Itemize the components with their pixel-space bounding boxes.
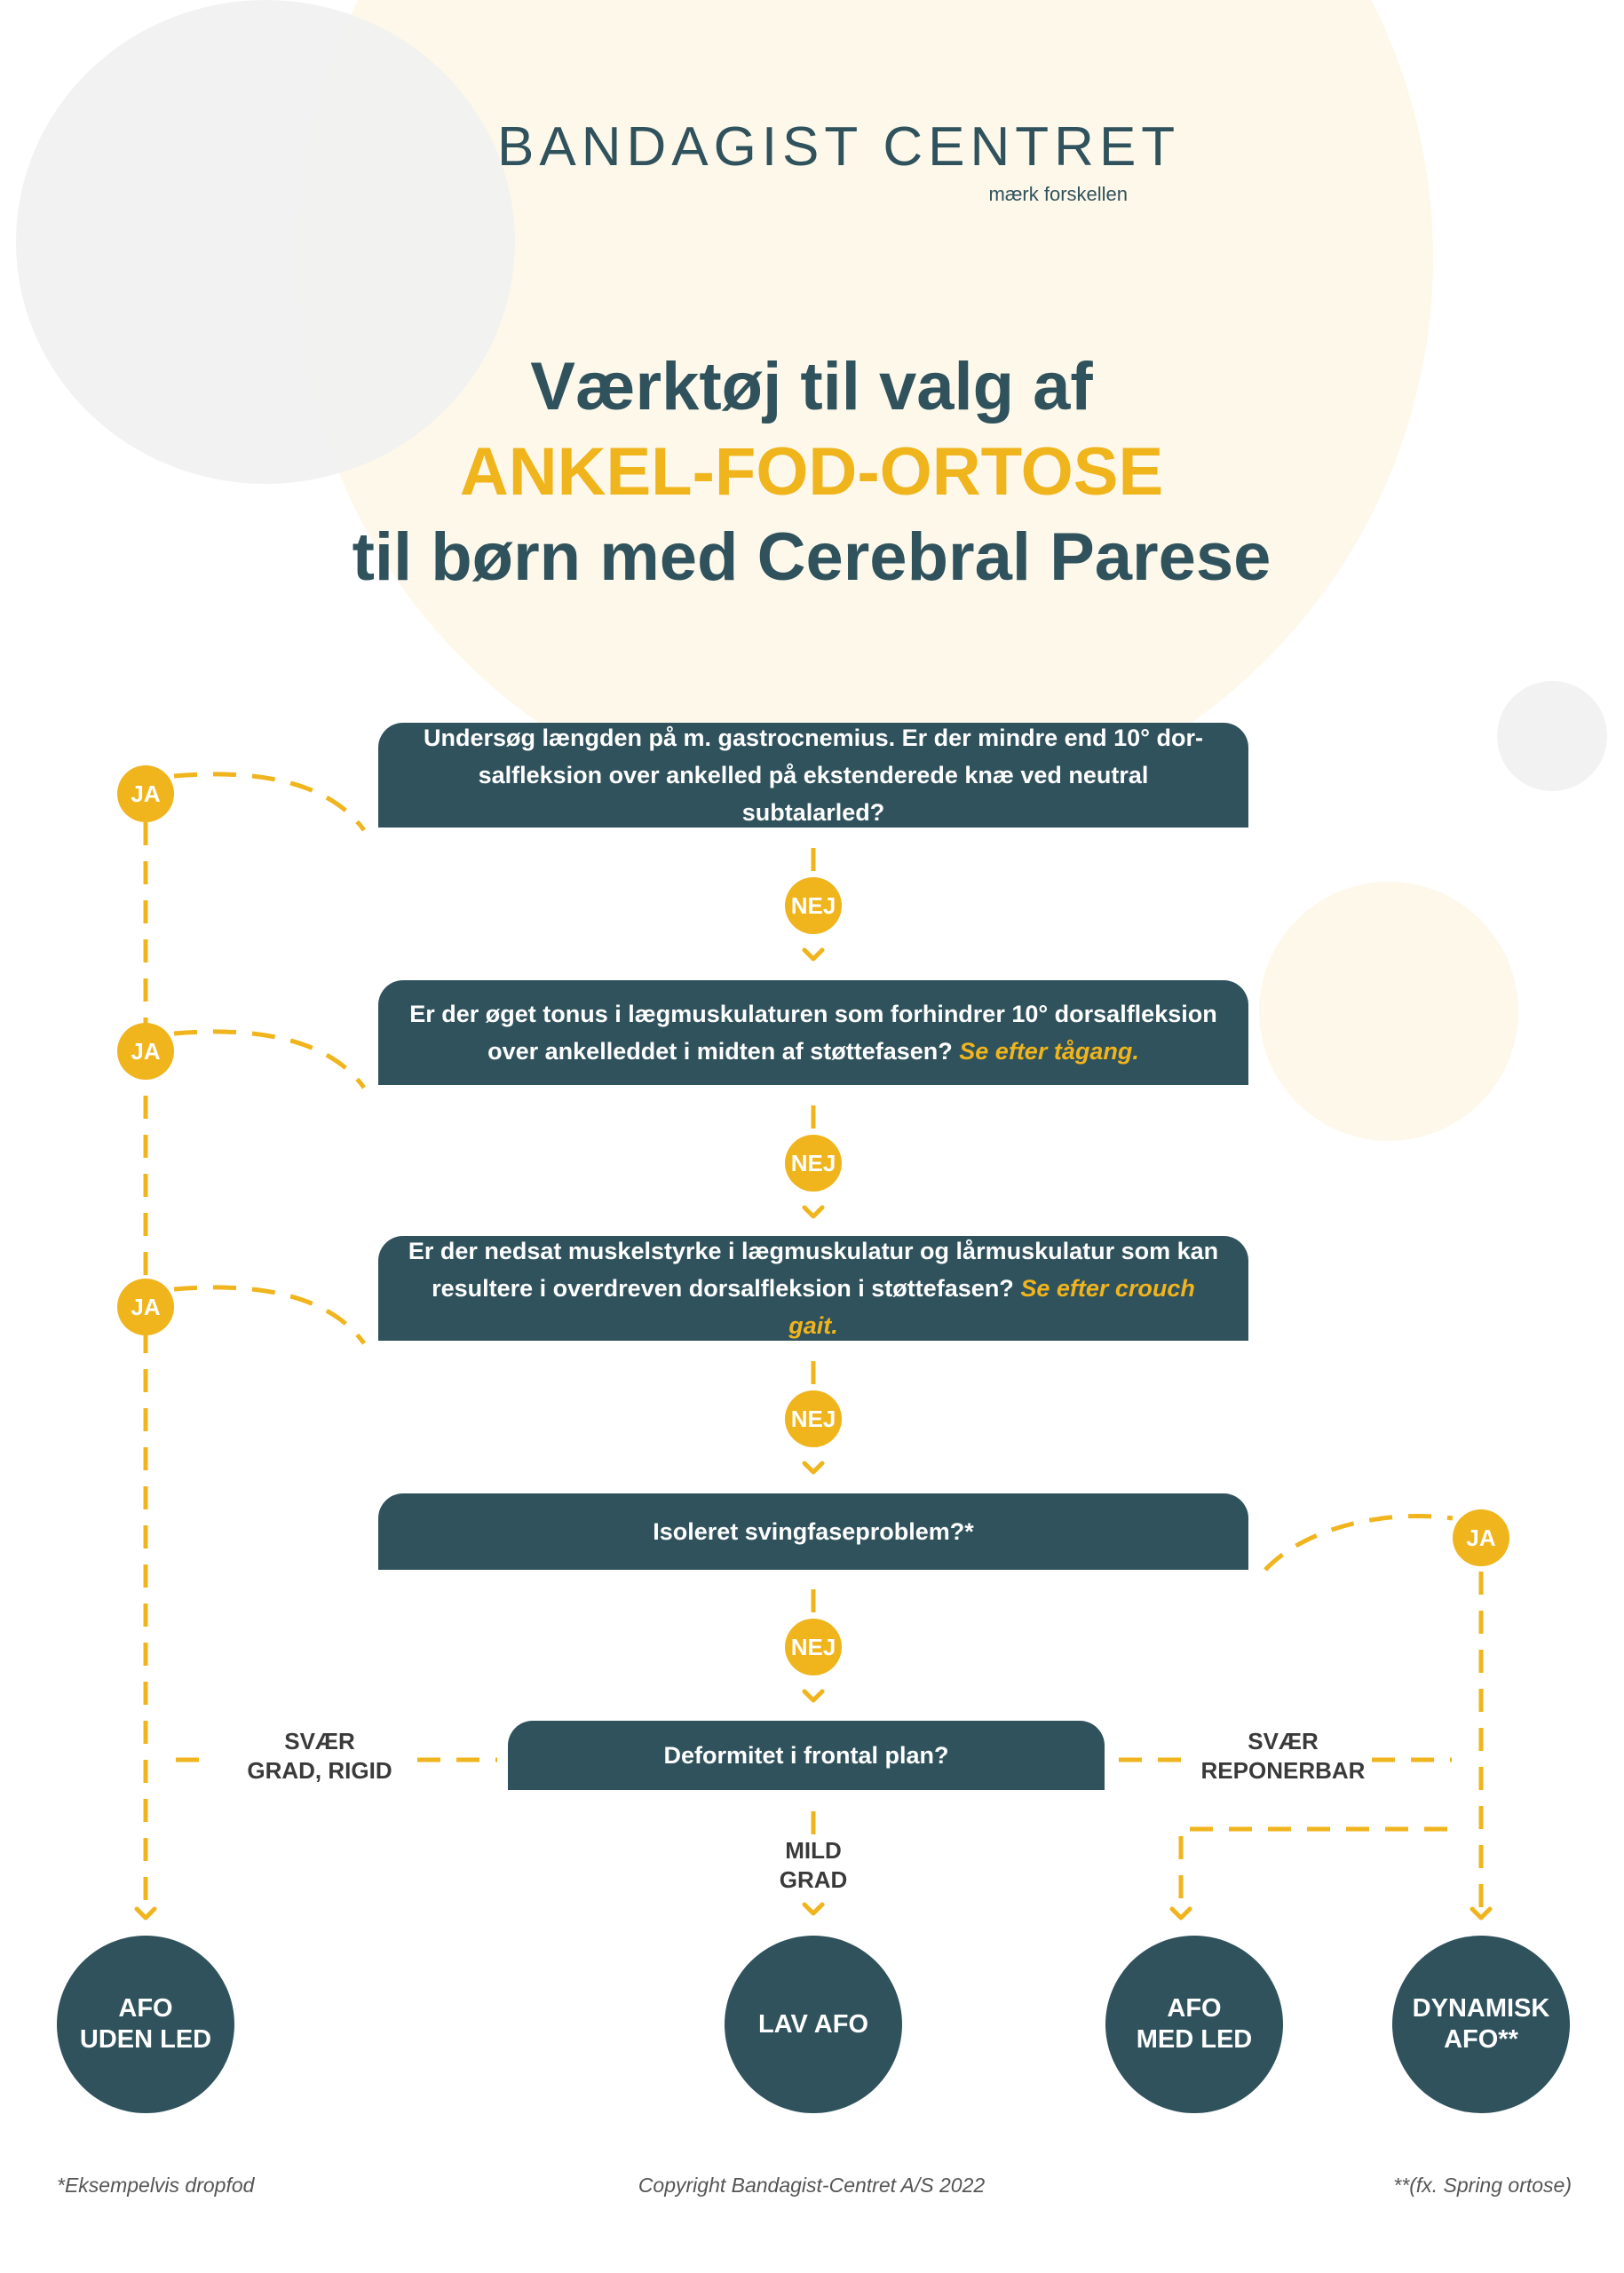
outcome-afo-uden-led (57, 1936, 234, 2113)
question-3-line-1: Er der nedsat muskelstyrke i lægmuskulatur og lårmuskulatur som kan (408, 1238, 1219, 1264)
outcome-afo-med-led (1105, 1936, 1283, 2113)
outcome-3-line-2: MED LED (1136, 2025, 1253, 2054)
arrow-head-3 (804, 1463, 822, 1472)
question-4-text: Isoleret svingfaseproblem?* (653, 1518, 974, 1545)
yes-badge-3: JA (117, 1279, 174, 1335)
arrow-head-1 (804, 950, 822, 959)
edge-label-severe-reducible-line-2: REPONERBAR (1200, 1757, 1366, 1784)
edge-label-severe-reducible (1194, 1727, 1372, 1786)
question-2-line-1: Er der øget tonus i lægmuskulaturen som forhindrer 10° dorsalfleksion (409, 1001, 1217, 1027)
question-box-2 (378, 980, 1248, 1085)
question-2-line-2: over ankelleddet i midten af støttefasen? (487, 1038, 953, 1065)
arrow-head-left (137, 1909, 154, 1918)
edge-label-severe-reducible-line-1: SVÆR (1248, 1728, 1319, 1754)
no-badge-1: NEJ (785, 877, 842, 934)
footer-footnote-2: **(fx. Spring ortose) (1393, 2174, 1572, 2197)
question-3-highlight: Se efter crouch gait. (788, 1275, 1195, 1339)
arrow-head-2 (804, 1208, 822, 1216)
yes-badge-1: JA (117, 765, 174, 822)
outcome-4-line-1: DYNAMISK (1412, 1994, 1550, 2023)
yes-curve-4 (1265, 1516, 1453, 1570)
arrow-head-mild (804, 1905, 822, 1913)
outcome-4-line-2: AFO** (1444, 2025, 1518, 2054)
yes-curve-3 (174, 1287, 364, 1343)
no-badge-3: NEJ (785, 1390, 842, 1447)
question-box-4 (378, 1493, 1248, 1570)
question-5-text: Deformitet i frontal plan? (663, 1742, 949, 1769)
arrow-head-dynamisk (1472, 1909, 1490, 1918)
yes-curve-2 (174, 1032, 364, 1088)
question-1-line-1: Undersøg længden på m. gastrocnemius. Er der mindre end 10° dor- (424, 725, 1203, 751)
question-1-line-2: salfleksion over ankelled på ekstenderede knæ ved neutral subtalarled? (478, 762, 1149, 826)
outcome-2-line-1: LAV AFO (757, 2009, 869, 2039)
brand-tagline: mærk forskellen (988, 183, 1128, 205)
brand-logo: BANDAGIST CENTRET (497, 116, 1181, 178)
question-2-highlight: Se efter tågang. (959, 1038, 1139, 1065)
branch-afo-med-led (1181, 1829, 1447, 1909)
outcome-dynamisk-afo (1392, 1936, 1570, 2113)
edge-label-severe-rigid-line-1: SVÆR (284, 1728, 355, 1754)
outcome-lav-afo (725, 1936, 902, 2113)
title-line-3: til børn med Cerebral Parese (352, 519, 1271, 595)
question-box-1 (378, 723, 1248, 828)
outcome-1-line-1: AFO (118, 1994, 173, 2023)
yes-curve-1 (174, 774, 364, 830)
edge-label-mild-line-1: MILD (785, 1837, 842, 1864)
yes-badge-2: JA (117, 1023, 174, 1080)
no-badge-4: NEJ (785, 1619, 842, 1675)
edge-label-severe-rigid-line-2: GRAD, RIGID (247, 1757, 392, 1784)
footer-footnote-1: *Eksempelvis dropfod (57, 2174, 255, 2197)
question-3-line-2: resultere i overdreven dorsalfleksion i støttefasen? (432, 1275, 1014, 1302)
footer-copyright: Copyright Bandagist-Centret A/S 2022 (638, 2174, 986, 2197)
yes-badge-4: JA (1453, 1509, 1509, 1566)
title-line-1: Værktøj til valg af (530, 349, 1093, 424)
outcome-3-line-1: AFO (1167, 1994, 1222, 2023)
no-badge-2: NEJ (785, 1135, 842, 1192)
outcome-1-line-2: UDEN LED (79, 2025, 212, 2054)
title-line-2: ANKEL-FOD-ORTOSE (459, 434, 1164, 510)
arrow-head-4 (804, 1691, 822, 1700)
edge-label-mild-line-2: GRAD (779, 1866, 848, 1893)
edge-label-mild (751, 1836, 875, 1895)
question-box-3 (378, 1236, 1248, 1341)
arrow-head-med-led (1172, 1909, 1190, 1918)
question-box-5 (508, 1721, 1105, 1790)
edge-label-severe-rigid (231, 1727, 408, 1786)
